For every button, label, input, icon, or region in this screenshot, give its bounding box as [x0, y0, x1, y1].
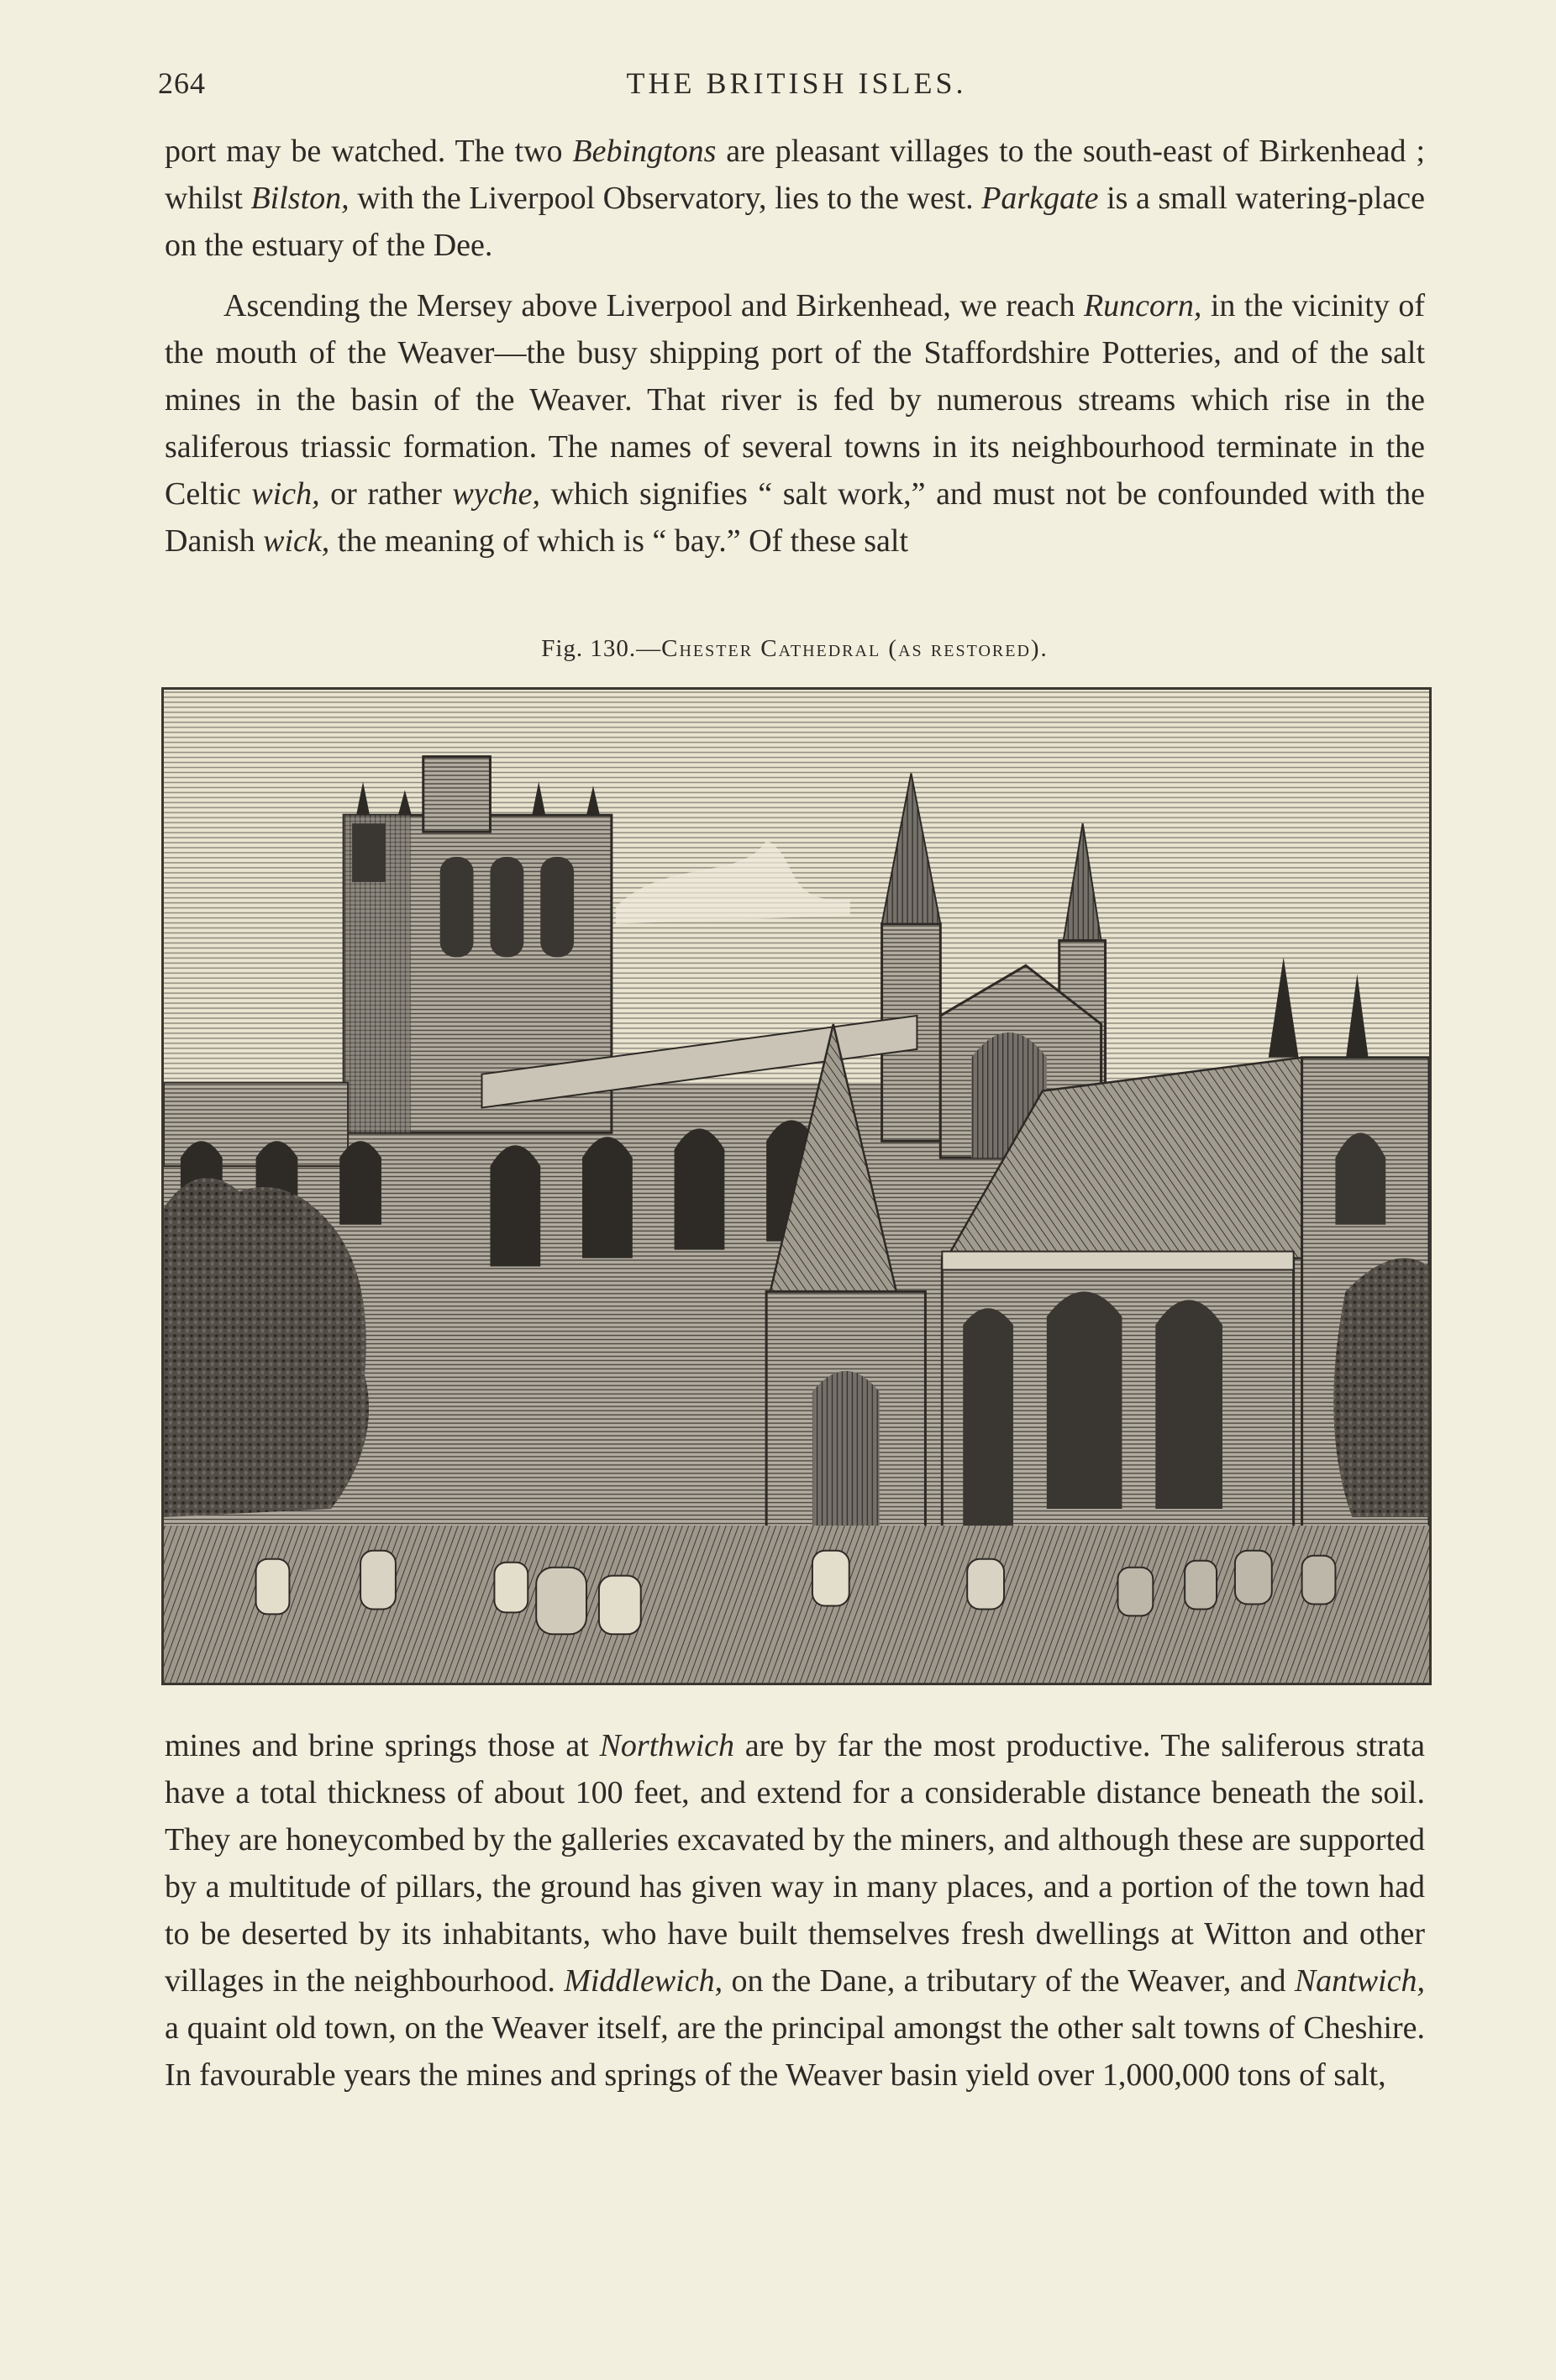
- running-head: [158, 66, 1435, 116]
- text-run: is a small watering-place on the estuary of the Dee.: [165, 181, 1426, 263]
- text-run: are by far the most productive. The saliferous strata have a total thickness of about 100 feet, and extend for a considerable distance beneath the soil. They are honeycombed by the galleries excavated by the miners, and although these are supported by a multitude of pillars, the ground has given way in many places, and a portion of the town had to be deserted by its inhabitants, who have built themselves fresh dwellings at Witton and other villages in the neighbourhood.: [165, 1728, 1425, 1999]
- term: wich,: [251, 476, 320, 512]
- text-run: are pleasant villages to the south-east of Birkenhead ; whilst: [165, 134, 1426, 216]
- place-name: Nantwich,: [1294, 1963, 1425, 1999]
- place-name: Bilston,: [250, 181, 350, 216]
- place-name: Middlewich,: [564, 1963, 723, 1999]
- paragraph-1: [165, 128, 1425, 269]
- text-run: the meaning of which is “ bay.” Of these salt: [329, 523, 909, 559]
- page-number: 264: [158, 66, 206, 100]
- churchyard-ground: [164, 1526, 1429, 1683]
- text-run: with the Liverpool Observatory, lies to the west.: [349, 181, 982, 216]
- caption-prefix: Fig. 130.—: [541, 635, 662, 662]
- running-title: THE BRITISH ISLES.: [626, 66, 967, 100]
- figure-caption: [165, 635, 1425, 663]
- text-run: or rather: [319, 476, 453, 512]
- place-name: Bebingtons: [572, 134, 717, 169]
- paragraph-3: [165, 1722, 1425, 2099]
- caption-title: Chester Cathedral (as restored).: [661, 635, 1049, 662]
- text-run: a quaint old town, on the Weaver itself, are the principal amongst the other salt towns of Cheshire. In favourable years the mines and springs of the Weaver basin yield over 1,000,000 tons of salt,: [165, 2010, 1425, 2093]
- cathedral-engraving: [161, 687, 1432, 1685]
- text-run: Ascending the Mersey above Liverpool and Birkenhead, we reach: [223, 288, 1084, 323]
- text-run: which signifies “ salt work,” and must not be confounded with the Danish: [165, 476, 1425, 559]
- term: wick,: [263, 523, 330, 559]
- text-run: on the Dane, a tributary of the Weaver, and: [723, 1963, 1295, 1999]
- paragraph-2: [165, 282, 1425, 565]
- text-run: in the vicinity of the mouth of the Weaver—the busy shipping port of the Staffordshire Potteries, and of the salt mines in the basin of the Weaver. That river is fed by numerous streams which rise in the saliferous triassic formation. The names of several towns in its neighbourhood terminate in the Celtic: [165, 288, 1426, 512]
- engraving-illustration: [164, 690, 1429, 1683]
- term: wyche,: [452, 476, 540, 512]
- place-name: Northwich: [599, 1728, 735, 1763]
- place-name: Runcorn,: [1083, 288, 1202, 323]
- text-run: port may be watched. The two: [165, 134, 573, 169]
- place-name: Parkgate: [981, 181, 1099, 216]
- text-run: mines and brine springs those at: [165, 1728, 600, 1763]
